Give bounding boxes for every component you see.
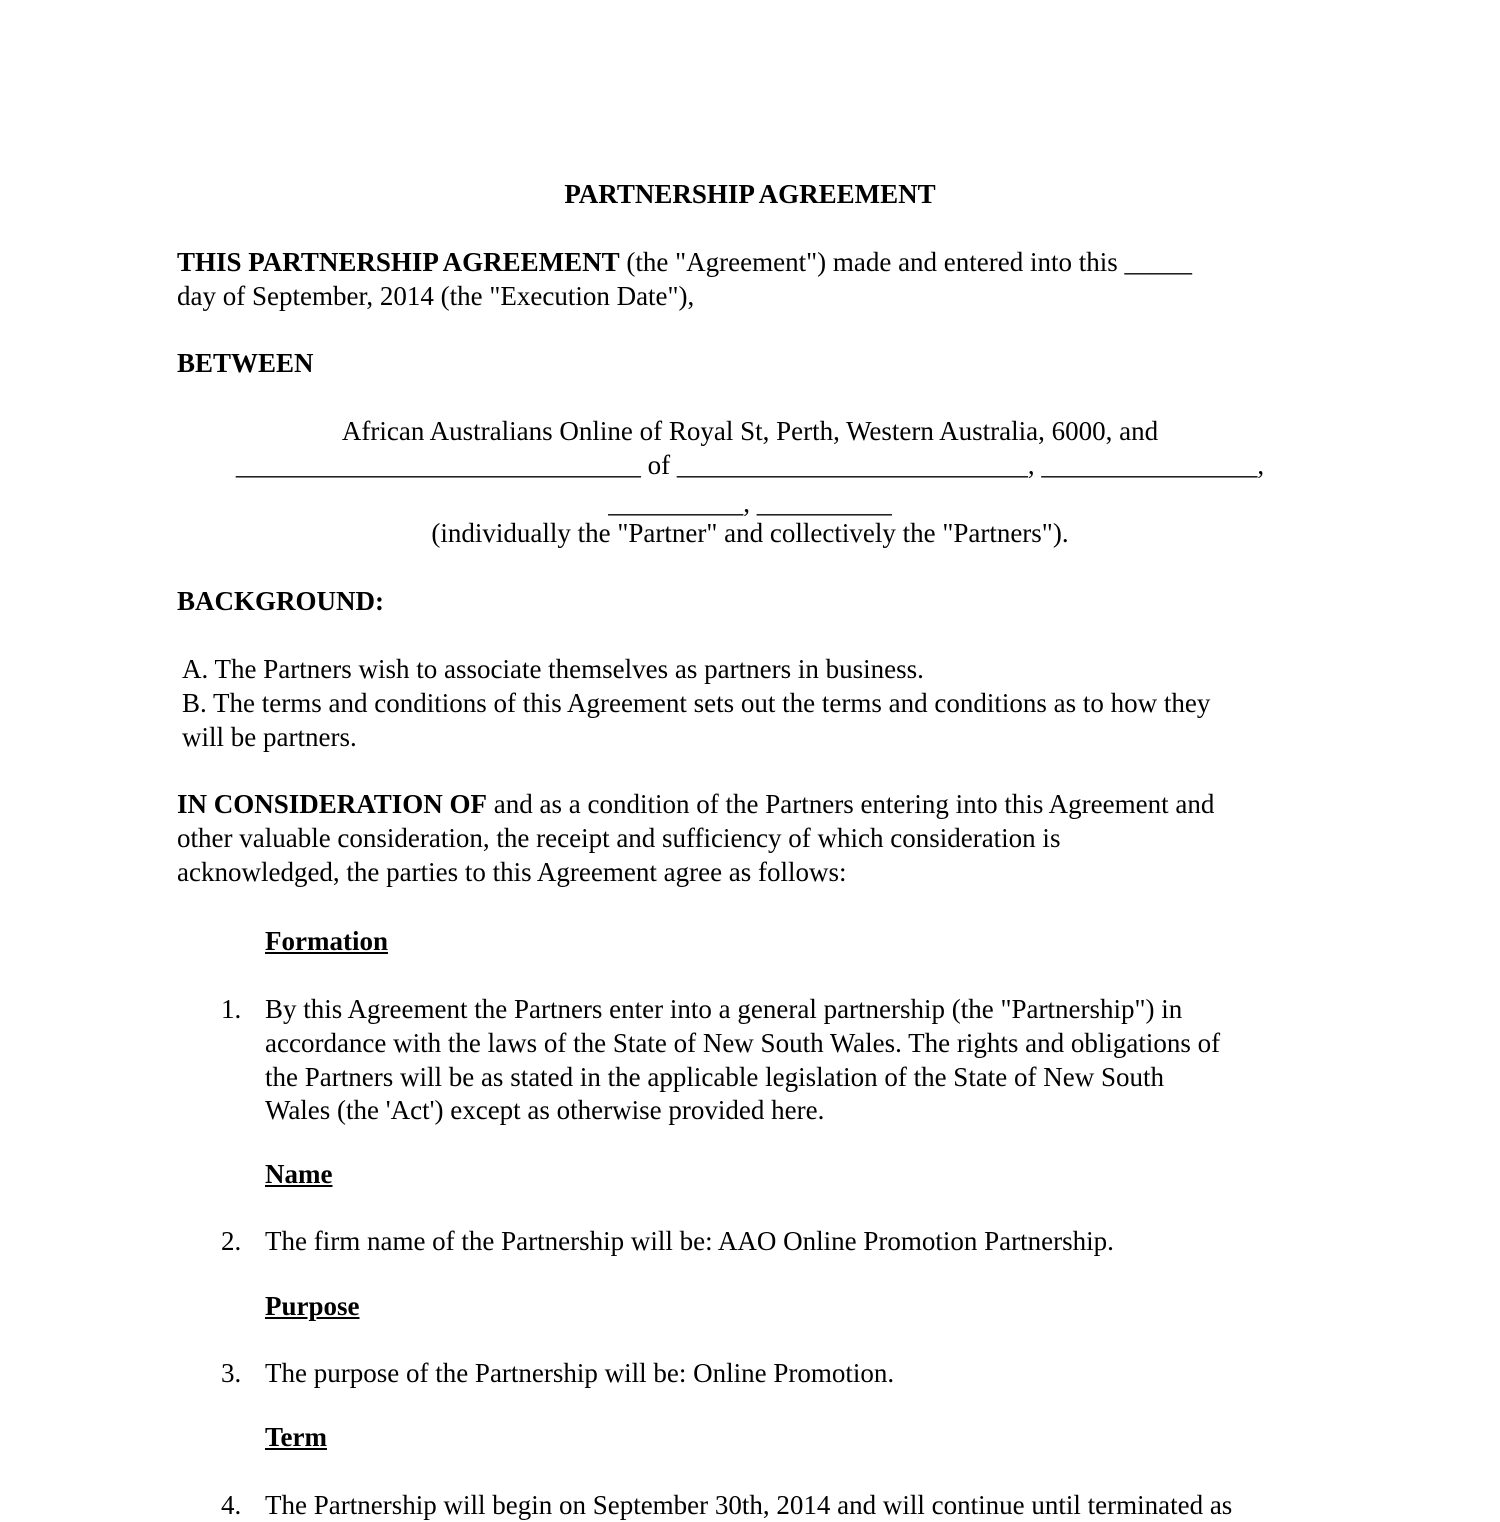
section-heading-formation: Formation: [265, 926, 388, 956]
intro-text: (the "Agreement") made and entered into this _____: [619, 247, 1193, 277]
section-heading-name: Name: [265, 1159, 333, 1189]
between-heading: BETWEEN: [177, 348, 314, 378]
document-title: PARTNERSHIP AGREEMENT: [564, 179, 936, 209]
consideration-line-2: other valuable consideration, the receipt and sufficiency of which consideration is: [177, 823, 1061, 853]
background-item-b: B. The terms and conditions of this Agreement sets out the terms and conditions as to how they: [182, 688, 1211, 718]
background-heading: BACKGROUND:: [177, 586, 384, 616]
formation-line: By this Agreement the Partners enter into a general partnership (the "Partnership") in: [265, 994, 1183, 1024]
intro-line-1: [177, 245, 1192, 279]
section-number-1: 1.: [221, 994, 242, 1024]
name-line: The firm name of the Partnership will be: AAO Online Promotion Partnership.: [265, 1226, 1114, 1256]
parties-blanks-1: ______________________________ of __________________________, ________________,: [235, 450, 1265, 480]
section-heading-term: Term: [265, 1422, 327, 1452]
intro-bold: THIS PARTNERSHIP AGREEMENT: [177, 247, 620, 277]
consideration-line-1: [177, 787, 1214, 821]
consideration-bold: IN CONSIDERATION OF: [177, 789, 488, 819]
formation-line: accordance with the laws of the State of New South Wales. The rights and obligations of: [265, 1028, 1221, 1058]
section-heading-purpose: Purpose: [265, 1291, 360, 1321]
consideration-text: and as a condition of the Partners entering into this Agreement and: [487, 789, 1215, 819]
consideration-line-3: acknowledged, the parties to this Agreement agree as follows:: [177, 857, 847, 887]
parties-definition: (individually the "Partner" and collectively the "Partners").: [431, 518, 1069, 548]
formation-line: the Partners will be as stated in the applicable legislation of the State of New South: [265, 1062, 1165, 1092]
term-line: The Partnership will begin on September 30th, 2014 and will continue until terminated as: [265, 1490, 1233, 1520]
section-number-3: 3.: [221, 1358, 242, 1388]
background-item-a: A. The Partners wish to associate themselves as partners in business.: [182, 654, 924, 684]
purpose-line: The purpose of the Partnership will be: Online Promotion.: [265, 1358, 895, 1388]
parties-line-1: African Australians Online of Royal St, Perth, Western Australia, 6000, and: [341, 416, 1159, 446]
parties-blanks-2: __________, __________: [608, 488, 892, 518]
section-number-4: 4.: [221, 1490, 242, 1520]
section-number-2: 2.: [221, 1226, 242, 1256]
intro-line-2: day of September, 2014 (the "Execution Date"),: [177, 281, 695, 311]
formation-line: Wales (the 'Act') except as otherwise provided here.: [265, 1095, 825, 1125]
background-item-b-cont: will be partners.: [182, 722, 357, 752]
